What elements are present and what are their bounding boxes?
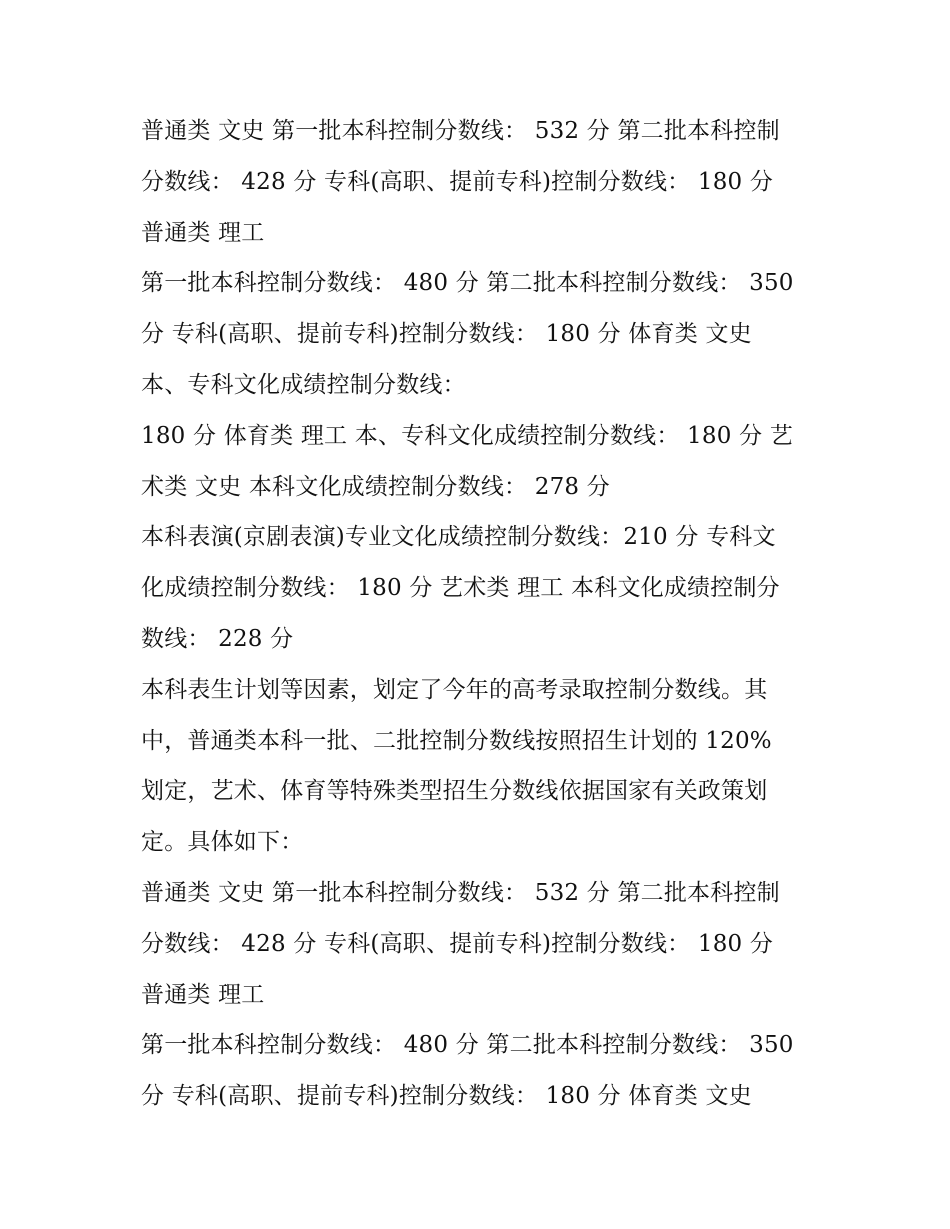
text-line: 分数线： 428 分 专科(高职、提前专科)控制分数线： 180 分	[141, 168, 774, 195]
text-line: 第一批本科控制分数线： 480 分 第二批本科控制分数线： 350	[141, 270, 794, 297]
text-line: 分数线： 428 分 专科(高职、提前专科)控制分数线： 180 分	[141, 930, 774, 957]
text-line: 本、专科文化成绩控制分数线：	[141, 371, 466, 398]
text-line: 中，普通类本科一批、二批控制分数线按照招生计划的 120%	[141, 727, 772, 754]
text-line: 第一批本科控制分数线： 480 分 第二批本科控制分数线： 350	[141, 1032, 794, 1059]
text-line: 普通类 理工	[141, 219, 265, 246]
text-line: 化成绩控制分数线： 180 分 艺术类 理工 本科文化成绩控制分	[141, 575, 780, 602]
text-line: 普通类 文史 第一批本科控制分数线： 532 分 第二批本科控制	[141, 879, 780, 906]
text-line: 本科表生计划等因素，划定了今年的高考录取控制分数线。其	[141, 676, 768, 703]
text-line: 数线： 228 分	[141, 625, 294, 652]
text-line: 划定，艺术、体育等特殊类型招生分数线依据国家有关政策划	[141, 778, 768, 805]
text-line: 分 专科(高职、提前专科)控制分数线： 180 分 体育类 文史	[141, 321, 752, 348]
document-body-text	[141, 106, 821, 1122]
text-line: 普通类 理工	[141, 981, 265, 1008]
text-line: 术类 文史 本科文化成绩控制分数线： 278 分	[141, 473, 610, 500]
text-line: 本科表演(京剧表演)专业文化成绩控制分数线：210 分 专科文	[141, 524, 776, 551]
text-line: 定。具体如下：	[141, 829, 304, 856]
text-line: 180 分 体育类 理工 本、专科文化成绩控制分数线： 180 分 艺	[141, 422, 793, 449]
text-line: 普通类 文史 第一批本科控制分数线： 532 分 第二批本科控制	[141, 118, 780, 144]
text-line: 分 专科(高职、提前专科)控制分数线： 180 分 体育类 文史	[141, 1083, 752, 1110]
